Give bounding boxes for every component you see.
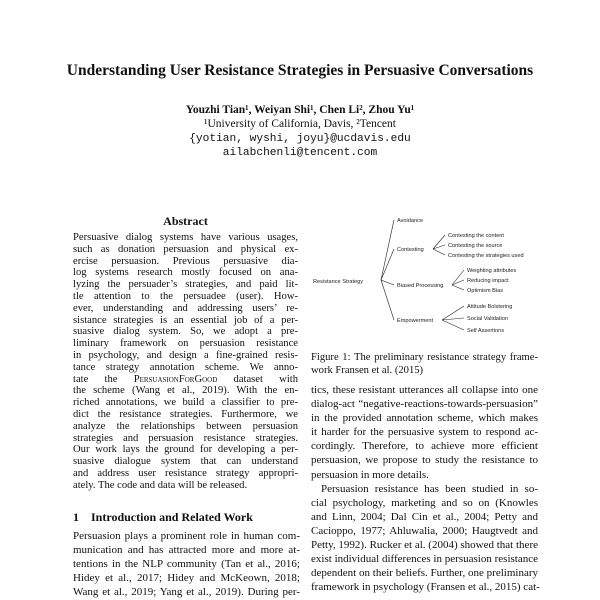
text-line: ercise persuasion. Previous persuasive dia- xyxy=(73,255,298,267)
diagram-branch: Avoidance xyxy=(397,218,424,224)
connector-line xyxy=(433,249,445,255)
text-line: sistance strategies is an essential job of a per- xyxy=(73,314,298,326)
text-line: tle attention to the persuadee (user). How- xyxy=(73,290,298,302)
text-line: dict the resistance strategies. Furthermore, we xyxy=(73,408,298,420)
text-line: dialog-act “negative-reactions-towards-persuasion” xyxy=(311,398,538,411)
diagram-leaf: Contesting the strategies used xyxy=(448,253,524,259)
text-line: suasive dialog system. So, we adopt a pre- xyxy=(73,326,298,338)
text-line: liminary framework on persuasion resistance xyxy=(73,338,298,350)
diagram-leaf: Reducing impact xyxy=(467,278,509,284)
text-line: Hidey et al., 2017; Hidey and McKeown, 2018; xyxy=(73,572,300,585)
text-line: munication and has attracted more and more at- xyxy=(73,544,300,557)
abstract-body xyxy=(73,232,298,492)
text-line: and Linn, 2004; Dal Cin et al., 2004; Petty and xyxy=(311,510,538,523)
text-line: riched annotations, we build a classifier to pre- xyxy=(73,397,298,409)
figure-caption xyxy=(311,352,538,378)
text-line: Persuasion resistance has been studied in so- xyxy=(321,482,538,495)
text-line: framework in psychology (Fransen et al., 2015) cat- xyxy=(311,581,540,594)
text-line: tate the PersuasionForGood dataset with xyxy=(73,373,298,385)
text-line: strategies and persuasion resistance strategies. xyxy=(73,432,298,444)
resistance-strategy-diagram xyxy=(305,210,545,350)
author-email: {yotian, wyshi, joyu}@ucdavis.edu xyxy=(189,133,411,145)
connector-line xyxy=(381,280,394,285)
text-line: in the provided annotation scheme, which makes xyxy=(311,412,538,425)
text-line: ately. The code and data will be released. xyxy=(73,479,248,491)
section-number: 1 xyxy=(73,510,79,524)
text-line: tics, these resistant utterances all collapse into one xyxy=(311,384,538,396)
text-line: in psychology, and design a fine-grained resis- xyxy=(73,349,298,361)
text-line: work Fransen et al. (2015) xyxy=(311,364,424,376)
text-line: lyzing the persuader’s strategies, and paid lit- xyxy=(73,279,298,291)
connector-line xyxy=(452,285,464,290)
text-line: such as donation persuasion and physical ex- xyxy=(73,243,298,255)
connector-line xyxy=(442,320,464,330)
right-column-body xyxy=(311,383,538,594)
author-affiliation: ¹University of California, Davis, ²Tencent xyxy=(204,118,396,130)
section-title: Introduction and Related Work xyxy=(91,510,253,524)
diagram-leaf: Weighting attributes xyxy=(467,268,517,274)
diagram-leaf: Contesting the content xyxy=(448,233,504,239)
intro-body xyxy=(73,529,300,599)
text-line: log systems research mostly focused on ana- xyxy=(73,267,298,279)
text-line: Cacioppo, 1977; Ahluwalia, 2000; Haugtvedt and xyxy=(311,524,538,537)
connector-line xyxy=(381,249,394,280)
text-line: dependent on their beliefs. Further, one preliminary xyxy=(311,567,538,580)
text-line: ever, understanding and addressing users’ re- xyxy=(73,302,298,314)
text-line: it harder for the persuasive system to respond ac- xyxy=(311,426,538,439)
text-line: tance strategy annotation scheme. We anno- xyxy=(73,361,298,373)
diagram-root: Resistance Strategy xyxy=(313,279,364,285)
text-line: Wang et al., 2019; Yang et al., 2019). During per- xyxy=(73,586,300,599)
connector-line xyxy=(442,306,464,320)
connector-line xyxy=(381,280,394,320)
text-line: persuasion, we propose to study the resistance to xyxy=(311,454,538,467)
diagram-branch: Contesting xyxy=(397,247,424,253)
text-line: analyze the relationships between persuasion xyxy=(73,420,298,432)
text-line: persuasion in more details. xyxy=(311,468,429,481)
connector-line xyxy=(381,220,394,280)
abstract-heading: Abstract xyxy=(163,214,208,228)
text-line: exist individual differences in persuasion resistance xyxy=(311,553,538,566)
diagram-branch: Empowerment xyxy=(397,318,434,324)
diagram-leaf: Attitude Bolstering xyxy=(467,304,513,310)
diagram-leaf: Self Assertions xyxy=(467,328,504,334)
text-line: cordingly. Therefore, to achieve more efficient xyxy=(311,440,538,453)
diagram-leaf: Contesting the source xyxy=(448,243,503,249)
dataset-name: PersuasionForGood xyxy=(133,373,218,385)
text-line: Our work lays the ground for developing a per- xyxy=(73,444,298,456)
text-line: suasive dialogue system that can understand xyxy=(73,456,298,468)
section-heading xyxy=(73,510,253,524)
diagram-leaf: Social Validation xyxy=(467,316,508,322)
author-email: ailabchenli@tencent.com xyxy=(222,147,378,159)
text-line: and address user resistance strategy appropri- xyxy=(73,467,298,479)
text-line: Figure 1: The preliminary resistance strategy frame- xyxy=(311,352,538,363)
author-names: Youzhi Tian¹, Weiyan Shi¹, Chen Li², Zhou Yu¹ xyxy=(185,104,415,116)
text-line: Persuasive dialog systems have various usages, xyxy=(73,232,298,243)
text-line: the scheme (Wang et al., 2019). With the en- xyxy=(73,385,298,397)
text-line: tentions in the NLP community (Tan et al., 2016; xyxy=(73,558,300,571)
diagram-leaf: Optimism Bias xyxy=(467,288,504,294)
paper-title: Understanding User Resistance Strategies in Persuasive Conversations xyxy=(66,62,534,79)
text-line: cial psychology, marketing and so on (Knowles xyxy=(311,496,538,509)
text-line: Petty, 1992). Rucker et al. (2004) showed that there xyxy=(311,539,538,552)
diagram-branch: Biased Processing xyxy=(397,283,444,289)
connector-line xyxy=(442,318,464,320)
text-line: Persuasion plays a prominent role in human com- xyxy=(73,530,300,542)
